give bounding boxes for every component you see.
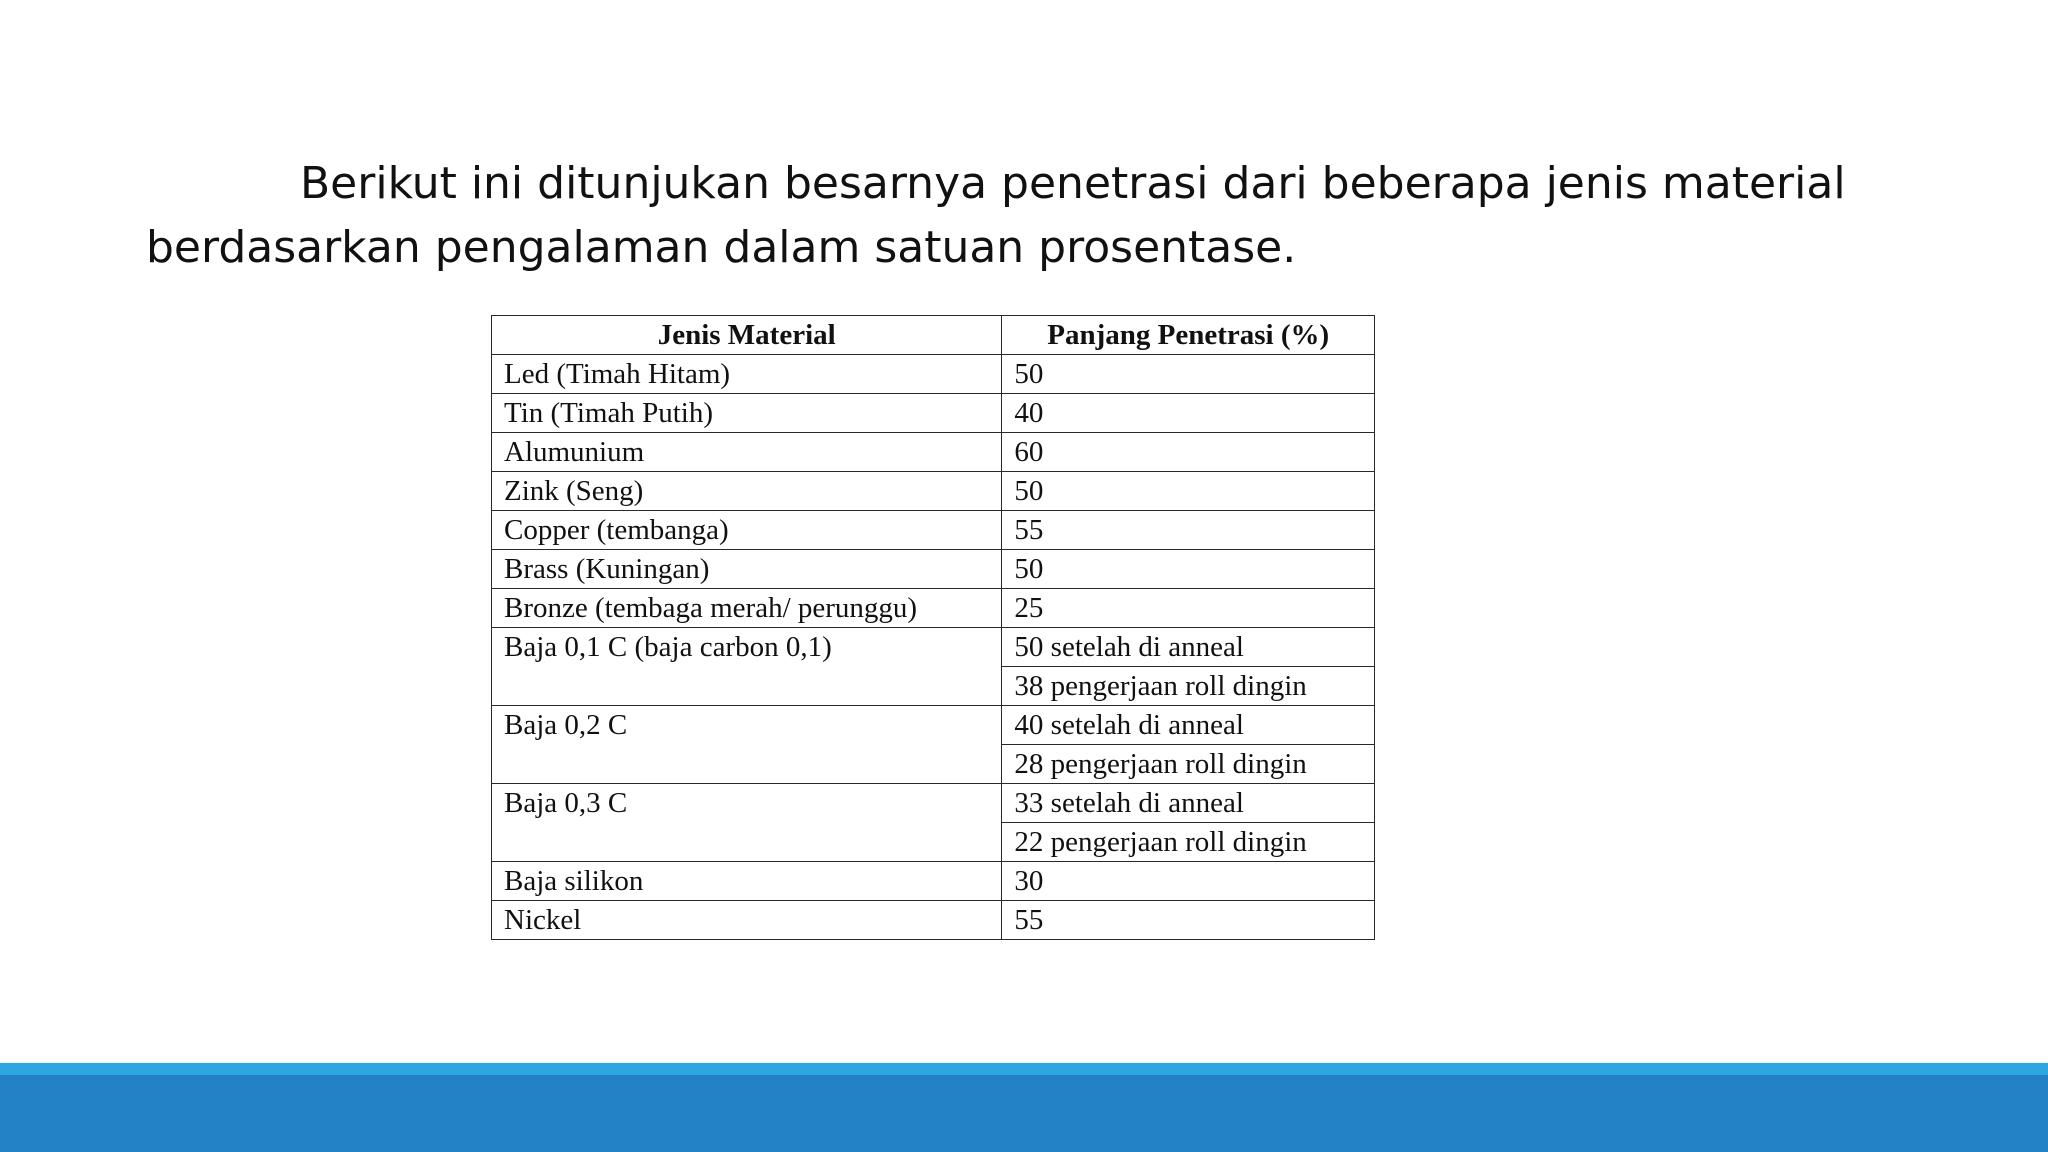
footer-accent-stripe — [0, 1063, 2048, 1075]
intro-line-1-text: Berikut ini ditunjukan besarnya penetrasi dari beberapa jenis material — [300, 158, 1846, 209]
material-cell: Tin (Timah Putih) — [492, 394, 1002, 433]
value-cell: 40 setelah di anneal — [1002, 706, 1375, 745]
material-cell: Copper (tembanga) — [492, 511, 1002, 550]
material-cell: Bronze (tembaga merah/ perunggu) — [492, 589, 1002, 628]
material-cell: Baja 0,3 C — [492, 784, 1002, 862]
table-row — [492, 472, 1375, 511]
table-row — [492, 628, 1375, 667]
material-cell: Zink (Seng) — [492, 472, 1002, 511]
penetration-table — [491, 315, 1375, 940]
table-row — [492, 550, 1375, 589]
table-row — [492, 394, 1375, 433]
value-cell: 25 — [1002, 589, 1375, 628]
value-cell: 22 pengerjaan roll dingin — [1002, 823, 1375, 862]
value-cell: 60 — [1002, 433, 1375, 472]
value-cell: 38 pengerjaan roll dingin — [1002, 667, 1375, 706]
table-row — [492, 784, 1375, 823]
header-penetration: Panjang Penetrasi (%) — [1002, 316, 1375, 355]
value-cell: 50 — [1002, 550, 1375, 589]
table-row — [492, 901, 1375, 940]
material-cell: Nickel — [492, 901, 1002, 940]
material-cell: Alumunium — [492, 433, 1002, 472]
material-cell: Led (Timah Hitam) — [492, 355, 1002, 394]
value-cell: 50 — [1002, 472, 1375, 511]
header-material: Jenis Material — [492, 316, 1002, 355]
value-cell: 33 setelah di anneal — [1002, 784, 1375, 823]
value-cell: 28 pengerjaan roll dingin — [1002, 745, 1375, 784]
intro-line-2: berdasarkan pengalaman dalam satuan prosentase. — [146, 222, 1297, 273]
table-row — [492, 862, 1375, 901]
material-cell: Baja 0,1 C (baja carbon 0,1) — [492, 628, 1002, 706]
value-cell: 55 — [1002, 511, 1375, 550]
material-cell: Baja 0,2 C — [492, 706, 1002, 784]
table-row — [492, 355, 1375, 394]
value-cell: 50 setelah di anneal — [1002, 628, 1375, 667]
table-header-row — [492, 316, 1375, 355]
material-cell: Baja silikon — [492, 862, 1002, 901]
table-row — [492, 433, 1375, 472]
material-cell: Brass (Kuningan) — [492, 550, 1002, 589]
table-row — [492, 511, 1375, 550]
value-cell: 55 — [1002, 901, 1375, 940]
value-cell: 40 — [1002, 394, 1375, 433]
table-row — [492, 589, 1375, 628]
value-cell: 50 — [1002, 355, 1375, 394]
value-cell: 30 — [1002, 862, 1375, 901]
footer-band — [0, 1075, 2048, 1152]
intro-line-1 — [146, 152, 1926, 216]
table-row — [492, 706, 1375, 745]
intro-paragraph — [146, 152, 1926, 280]
